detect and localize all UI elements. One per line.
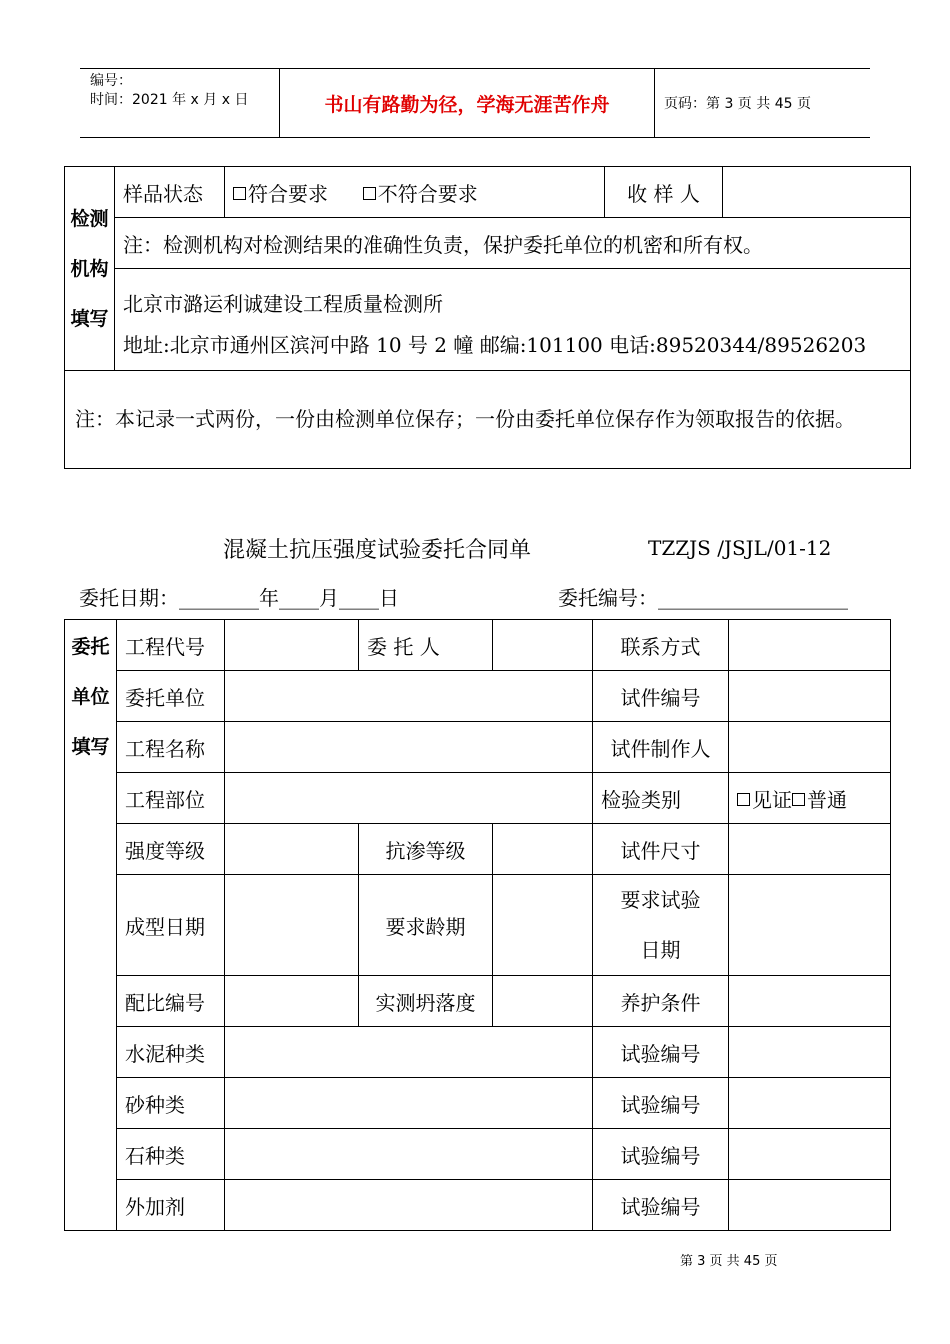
mix-no-field[interactable] (225, 976, 359, 1027)
cement-type-field[interactable] (225, 1027, 593, 1078)
page-header (80, 68, 870, 138)
cement-test-no-label: 试验编号 (593, 1027, 729, 1078)
admixture-test-no-label: 试验编号 (593, 1180, 729, 1231)
stone-type-field[interactable] (225, 1129, 593, 1180)
contact-field[interactable] (729, 620, 891, 671)
stone-type-label: 石种类 (117, 1129, 225, 1180)
institution-address: 地址:北京市通州区滨河中路 10 号 2 幢 邮编:101100 电话:89520344/89526203 (115, 321, 911, 371)
sample-status-label: 样品状态 (115, 167, 225, 218)
conform-checkbox[interactable] (233, 187, 246, 200)
sample-status-options (225, 167, 605, 218)
conform-label: 符合要求 (248, 181, 328, 206)
specimen-size-label: 试件尺寸 (593, 824, 729, 875)
copies-note: 注：本记录一式两份，一份由检测单位保存；一份由委托单位保存作为领取报告的依据。 (65, 371, 911, 469)
entrust-table (64, 619, 891, 1231)
form-code: TZZJS /JSJL/01-12 (648, 536, 832, 560)
impermeability-grade-field[interactable] (493, 824, 593, 875)
normal-label: 普通 (807, 787, 847, 812)
institution-name: 北京市潞运利诚建设工程质量检测所 (115, 269, 911, 321)
project-code-field[interactable] (225, 620, 359, 671)
receiver-label: 收 样 人 (605, 167, 723, 218)
strength-grade-label: 强度等级 (117, 824, 225, 875)
inspection-side-label: 检测机构填写 (65, 167, 115, 371)
number-label: 编号： (90, 73, 132, 89)
entrust-number-line[interactable]: 委托编号：___________________ (558, 586, 848, 610)
impermeability-grade-label: 抗渗等级 (359, 824, 493, 875)
project-name-field[interactable] (225, 722, 593, 773)
forming-date-label: 成型日期 (117, 875, 225, 976)
forming-date-field[interactable] (225, 875, 359, 976)
time-label: 时间：2021 年 x 月 x 日 (90, 92, 249, 108)
curing-condition-label: 养护条件 (593, 976, 729, 1027)
client-unit-field[interactable] (225, 671, 593, 722)
inspection-type-label: 检验类别 (593, 773, 729, 824)
sand-test-no-label: 试验编号 (593, 1078, 729, 1129)
sand-type-label: 砂种类 (117, 1078, 225, 1129)
nonconform-checkbox[interactable] (363, 187, 376, 200)
specimen-no-field[interactable] (729, 671, 891, 722)
measured-slump-field[interactable] (493, 976, 593, 1027)
inspection-table (64, 166, 911, 469)
witness-label: 见证 (752, 787, 792, 812)
form-title: 混凝土抗压强度试验委托合同单 (223, 538, 532, 563)
responsibility-note: 注：检测机构对检测结果的准确性负责，保护委托单位的机密和所有权。 (115, 218, 911, 269)
witness-checkbox[interactable] (737, 793, 750, 806)
inspection-type-options (729, 773, 891, 824)
motto: 书山有路勤为径，学海无涯苦作舟 (280, 69, 655, 137)
client-person-field[interactable] (493, 620, 593, 671)
stone-test-no-label: 试验编号 (593, 1129, 729, 1180)
cement-test-no-field[interactable] (729, 1027, 891, 1078)
entrust-side-label: 委托单位填写 (65, 620, 117, 1231)
stone-test-no-field[interactable] (729, 1129, 891, 1180)
required-test-date-field[interactable] (729, 875, 891, 976)
page-info: 页码：第 3 页 共 45 页 (664, 96, 811, 112)
page-footer: 第 3 页 共 45 页 (680, 1254, 778, 1269)
specimen-no-label: 试件编号 (593, 671, 729, 722)
header-meta (80, 69, 280, 137)
required-test-date-label: 要求试验日期 (593, 875, 729, 976)
curing-condition-field[interactable] (729, 976, 891, 1027)
specimen-size-field[interactable] (729, 824, 891, 875)
receiver-field[interactable] (723, 167, 911, 218)
sand-test-no-field[interactable] (729, 1078, 891, 1129)
specimen-maker-field[interactable] (729, 722, 891, 773)
required-age-field[interactable] (493, 875, 593, 976)
nonconform-label: 不符合要求 (377, 181, 478, 206)
strength-grade-field[interactable] (225, 824, 359, 875)
admixture-test-no-field[interactable] (729, 1180, 891, 1231)
required-age-label: 要求龄期 (359, 875, 493, 976)
cement-type-label: 水泥种类 (117, 1027, 225, 1078)
client-person-label: 委 托 人 (359, 620, 493, 671)
project-code-label: 工程代号 (117, 620, 225, 671)
admixture-field[interactable] (225, 1180, 593, 1231)
project-part-field[interactable] (225, 773, 593, 824)
project-name-label: 工程名称 (117, 722, 225, 773)
client-unit-label: 委托单位 (117, 671, 225, 722)
normal-checkbox[interactable] (792, 793, 805, 806)
project-part-label: 工程部位 (117, 773, 225, 824)
sand-type-field[interactable] (225, 1078, 593, 1129)
measured-slump-label: 实测坍落度 (359, 976, 493, 1027)
mix-no-label: 配比编号 (117, 976, 225, 1027)
admixture-label: 外加剂 (117, 1180, 225, 1231)
entrust-date-line[interactable]: 委托日期：________年____月____日 (79, 586, 399, 610)
contact-label: 联系方式 (593, 620, 729, 671)
specimen-maker-label: 试件制作人 (593, 722, 729, 773)
